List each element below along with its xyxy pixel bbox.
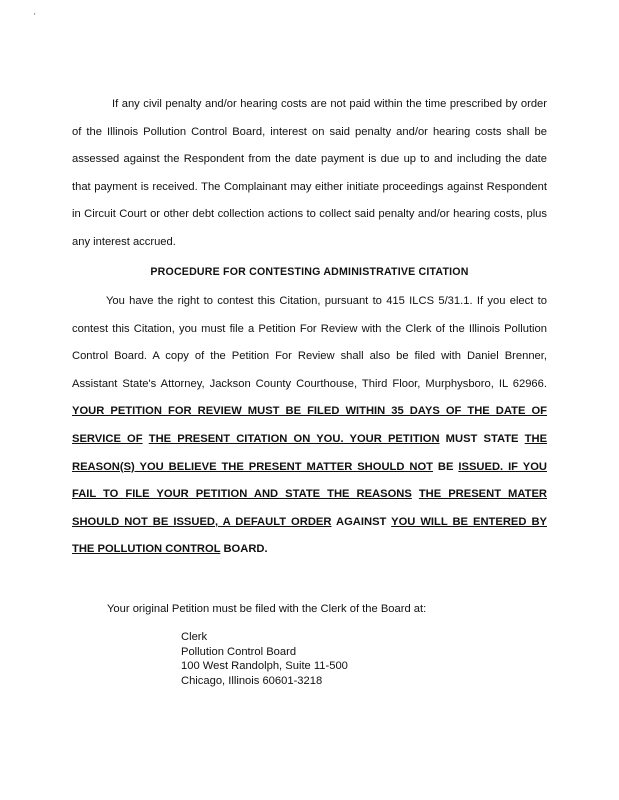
warning-segment: THE PRESENT MATER SHOULD NOT BE ISSUED, A DEFAULT ORDER	[72, 488, 547, 528]
address-line: Chicago, Illinois 60601-3218	[181, 674, 323, 687]
header-mark: '	[34, 12, 36, 21]
warning-segment: MUST STATE	[439, 432, 525, 445]
warning-segment: THE REASON(S) YOU BELIEVE THE PRESENT MATTER SHOULD NOT	[72, 432, 548, 473]
clerk-address	[181, 630, 348, 688]
address-line: Pollution Control Board	[181, 645, 297, 658]
address-line: Clerk	[181, 631, 208, 643]
warning-segment: AGAINST	[331, 515, 392, 528]
warning-segment: THE PRESENT CITATION ON YOU. YOUR PETITION	[148, 432, 440, 445]
contest-paragraph	[72, 288, 547, 564]
warning-segment: BOARD.	[220, 543, 268, 556]
petition-warning	[72, 405, 547, 555]
warning-segment: BE	[433, 460, 459, 473]
contest-paragraph-text: You have the right to contest this Citation, pursuant to 415 ILCS 5/31.1. If you elect to contest this Citation, you must file a Petition For Review with the Clerk of the Illinois Pollution Control Board. A copy of the Petition For Review shall also be filed with Daniel Brenner, Assistant State's Attorney, Jackson County Courthouse, Third Floor, Murphysboro, IL 62966.	[72, 295, 547, 390]
interest-paragraph: If any civil penalty and/or hearing costs are not paid within the time prescribed by order of the Illinois Pollution Control Board, interest on said penalty and/or hearing costs shall be assessed against the Respondent from the date payment is due up to and including the date that payment is received. The Complainant may either initiate proceedings against Respondent in Circuit Court or other debt collection actions to collect said penalty and/or hearing costs, plus any interest accrued.	[72, 98, 547, 248]
address-line: 100 West Randolph, Suite 11-500	[181, 660, 348, 672]
filing-instruction: Your original Petition must be filed with the Clerk of the Board at:	[107, 603, 427, 615]
warning-segment	[412, 488, 419, 500]
procedure-heading: PROCEDURE FOR CONTESTING ADMINISTRATIVE CITATION	[150, 266, 469, 278]
warning-segment: YOU WILL BE ENTERED BY THE POLLUTION CONTROL	[72, 515, 547, 556]
warning-segment: ISSUED. IF YOU FAIL TO FILE YOUR PETITION AND STATE THE REASONS	[72, 460, 547, 501]
warning-segment: YOUR PETITION FOR REVIEW MUST BE FILED WITHIN 35 DAYS OF THE DATE OF SERVICE OF	[72, 405, 547, 445]
